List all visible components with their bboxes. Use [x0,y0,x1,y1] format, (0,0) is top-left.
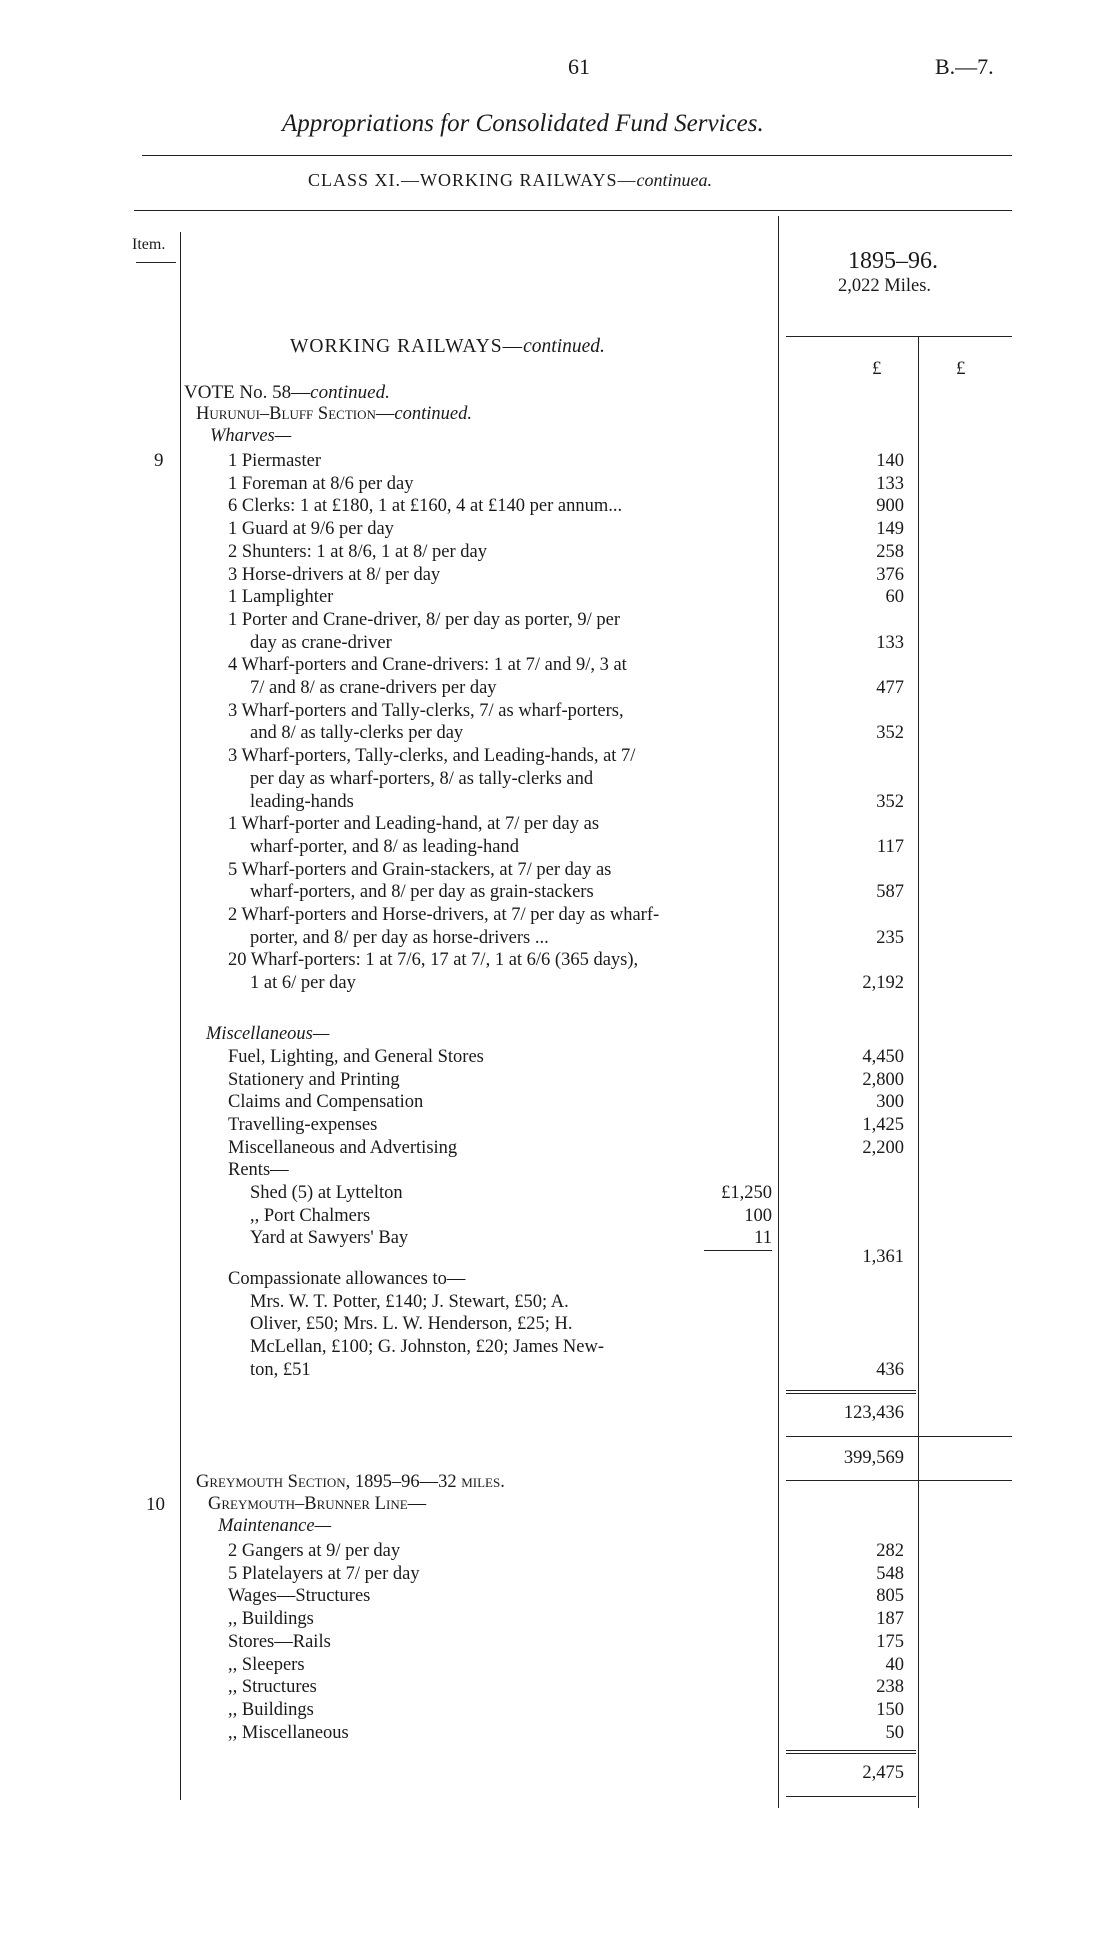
wharves-row-amount: 140 [876,451,904,471]
miscellaneous-row-label: Travelling-expenses [228,1115,378,1136]
subsection-heading: Hurunui–Bluff Section—continued. [196,404,472,424]
wharves-row-text: 3 Wharf-porters, Tally-clerks, and Leading-hands, at 7/ [228,746,636,767]
miscellaneous-row-amount: 1,425 [862,1115,904,1136]
wharves-row-line [0,813,1114,835]
maintenance-row-label: ,, Miscellaneous [228,1722,349,1743]
wharves-row-text: porter, and 8/ per day as horse-drivers ... [250,927,549,948]
rents-total-row [0,1246,1114,1268]
wharves-row-text: 1 Guard at 9/6 per day [228,519,394,540]
wharves-row-amount: 2,192 [862,973,904,994]
compassionate-line-text: Compassionate allowances to— [228,1269,466,1289]
wharves-row-line [0,495,1114,517]
maintenance-row-amount: 40 [885,1654,904,1675]
miscellaneous-row [0,1069,1114,1091]
wharves-row-line [0,677,1114,699]
wharves-row-text: 2 Wharf-porters and Horse-drivers, at 7/ per day as wharf- [228,905,660,925]
rent-row-subamount: 11 [754,1228,772,1249]
year-heading: 1895–96. [848,248,938,274]
compassionate-line [0,1336,1114,1358]
wharves-row-line [0,836,1114,858]
wharves-row-line [0,564,1114,586]
wharves-row-line [0,722,1114,744]
rent-row-label: ,, Port Chalmers [250,1205,371,1226]
wharves-row-line [0,904,1114,926]
wharves-row-text: and 8/ as tally-clerks per day [250,723,464,744]
maintenance-row-amount: 50 [885,1722,904,1743]
miscellaneous-row-amount: 2,800 [862,1069,904,1090]
maintenance-row-amount: 187 [876,1609,904,1630]
item9-total-amount: 123,436 [843,1403,904,1423]
wharves-row-text: 1 Wharf-porter and Leading-hand, at 7/ per day as [228,814,600,835]
wharves-row-line [0,768,1114,790]
miscellaneous-row [0,1091,1114,1113]
wharves-row-line [0,791,1114,813]
maintenance-row-label: Stores—Rails [228,1631,331,1652]
wharves-row-text: 1 Lamplighter [228,587,334,608]
wharves-row-amount: 900 [876,496,904,517]
miscellaneous-row [0,1114,1114,1136]
wharves-row-text: 20 Wharf-porters: 1 at 7/6, 17 at 7/, 1 at 6/6 (365 days), [228,950,639,971]
wharves-row-amount: 477 [876,678,904,698]
maintenance-row-amount: 282 [876,1541,904,1561]
total-rule-top-2 [786,1393,916,1394]
wharves-row-line [0,586,1114,608]
rent-row-label: Yard at Sawyers' Bay [250,1228,409,1249]
currency-symbol-col2: £ [956,358,966,379]
maintenance-row [0,1654,1114,1676]
wharves-row-amount: 117 [876,836,904,857]
document-reference: B.—7. [935,54,994,79]
section-heading-italic: continued. [523,336,605,357]
miscellaneous-label: Miscellaneous— [206,1024,330,1044]
wharves-row-line [0,541,1114,563]
rent-row-label: Shed (5) at Lyttelton [250,1183,403,1203]
rents-total-amount: 1,361 [862,1247,904,1267]
maintenance-row-amount: 238 [876,1677,904,1698]
compassionate-line [0,1313,1114,1335]
maintenance-row [0,1699,1114,1721]
rent-row-subamount: 100 [744,1205,772,1226]
section-heading: WORKING RAILWAYS—continued. [290,336,605,357]
total-rule-bottom [786,1436,1012,1437]
wharves-row-text: wharf-porters, and 8/ per day as grain-stackers [250,882,594,903]
compassionate-line-text: Oliver, £50; Mrs. L. W. Henderson, £25; H. [250,1314,573,1335]
miscellaneous-row-amount: 4,450 [862,1047,904,1067]
wharves-row-line [0,654,1114,676]
wharves-row-amount: 376 [876,564,904,585]
vote-heading: VOTE No. 58—continued. [184,382,390,403]
maintenance-row-amount: 150 [876,1699,904,1720]
maintenance-row [0,1722,1114,1744]
wharves-row-line [0,859,1114,881]
wharves-row-line [0,972,1114,994]
miscellaneous-row-label: Claims and Compensation [228,1092,424,1113]
compassionate-line [0,1291,1114,1313]
wharves-row-text: 1 Piermaster [228,451,321,471]
wharves-row-line [0,609,1114,631]
item-column-label: Item. [132,236,166,253]
maintenance-row [0,1631,1114,1653]
item-number-9: 9 [154,450,164,471]
item10-bottom-rule [786,1796,916,1797]
wharves-row-amount: 352 [876,791,904,812]
miscellaneous-row-label: Stationery and Printing [228,1069,400,1090]
year-heading-rule [786,336,1012,337]
miscellaneous-row-amount: 300 [876,1092,904,1113]
maintenance-row-label: ,, Buildings [228,1699,314,1720]
greymouth-section-heading: Greymouth Section, 1895–96—32 miles. [196,1472,505,1492]
maintenance-row [0,1676,1114,1698]
maintenance-row-label: Wages—Structures [228,1586,371,1607]
class-rule [134,210,1012,211]
total-rule-top [786,1390,916,1391]
maintenance-row-amount: 548 [876,1563,904,1584]
item10-total-rule [786,1750,916,1751]
compassionate-line-text: ton, £51 [250,1359,311,1380]
currency-symbol-col1: £ [872,358,882,379]
grand-total-rule [786,1480,1012,1481]
maintenance-row [0,1608,1114,1630]
compassionate-line [0,1268,1114,1290]
compassionate-amount: 436 [876,1359,904,1380]
maintenance-row-label: 2 Gangers at 9/ per day [228,1541,401,1561]
wharves-row-text: 7/ and 8/ as crane-drivers per day [250,678,497,698]
wharves-row-line [0,632,1114,654]
miles-heading: 2,022 Miles. [838,276,932,296]
compassionate-line [0,1359,1114,1381]
wharves-row-amount: 587 [876,882,904,903]
wharves-label: Wharves— [210,426,292,446]
wharves-row-line [0,949,1114,971]
wharves-row-line [0,450,1114,472]
wharves-row-line [0,700,1114,722]
maintenance-label: Maintenance— [218,1516,332,1536]
rents-label: Rents— [228,1160,289,1180]
grand-total-row [0,1447,1114,1469]
wharves-row-line [0,881,1114,903]
wharves-row-text: per day as wharf-porters, 8/ as tally-clerks and [250,768,594,789]
wharves-row-amount: 352 [876,723,904,744]
maintenance-row [0,1563,1114,1585]
wharves-row-text: 3 Wharf-porters and Tally-clerks, 7/ as wharf-porters, [228,700,624,721]
class-heading: CLASS XI.—WORKING RAILWAYS—continuea. [308,170,712,190]
rent-row [0,1182,1114,1204]
item9-total-row [0,1402,1114,1424]
wharves-row-line [0,745,1114,767]
wharves-row-amount: 133 [876,632,904,653]
maintenance-row-label: ,, Buildings [228,1609,314,1630]
rent-row-subamount: £1,250 [721,1183,772,1203]
wharves-row-text: 4 Wharf-porters and Crane-drivers: 1 at 7/ and 9/, 3 at [228,655,627,676]
wharves-row-amount: 258 [876,541,904,562]
page-number: 61 [568,54,590,79]
title-rule [142,155,1012,156]
wharves-row-text: day as crane-driver [250,632,392,653]
wharves-row-text: 2 Shunters: 1 at 8/6, 1 at 8/ per day [228,541,487,562]
item-number-10: 10 [146,1494,165,1515]
vote-heading-italic: continued. [310,382,390,403]
wharves-row-amount: 133 [876,473,904,494]
wharves-row-line [0,473,1114,495]
item10-total-amount: 2,475 [862,1763,904,1783]
wharves-row-line [0,927,1114,949]
compassionate-line-text: Mrs. W. T. Potter, £140; J. Stewart, £50; A. [250,1291,569,1312]
maintenance-row-label: ,, Structures [228,1677,317,1698]
miscellaneous-row-amount: 2,200 [862,1137,904,1158]
wharves-row-amount: 149 [876,519,904,540]
wharves-row-text: 5 Wharf-porters and Grain-stackers, at 7/ per day as [228,859,612,880]
wharves-row-text: 1 at 6/ per day [250,973,356,994]
wharves-row-amount: 60 [885,587,904,608]
wharves-row-text: 3 Horse-drivers at 8/ per day [228,564,441,585]
wharves-row-amount: 235 [876,927,904,948]
maintenance-row-amount: 805 [876,1586,904,1607]
miscellaneous-row [0,1046,1114,1068]
maintenance-row [0,1540,1114,1562]
item10-total-rule-2 [786,1753,916,1754]
wharves-row-line [0,518,1114,540]
miscellaneous-row [0,1137,1114,1159]
class-heading-italic: continuea. [636,170,712,190]
item10-total-row [0,1762,1114,1784]
maintenance-row-label: 5 Platelayers at 7/ per day [228,1563,420,1584]
wharves-row-text: leading-hands [250,791,354,812]
subsection-heading-italic: continued. [394,404,472,424]
miscellaneous-row-label: Miscellaneous and Advertising [228,1137,458,1158]
wharves-row-text: 6 Clerks: 1 at £180, 1 at £160, 4 at £140 per annum... [228,496,623,517]
compassionate-line-text: McLellan, £100; G. Johnston, £20; James New- [250,1337,605,1358]
item-label-rule [136,262,176,263]
miscellaneous-row-label: Fuel, Lighting, and General Stores [228,1047,484,1067]
wharves-row-text: wharf-porter, and 8/ as leading-hand [250,836,519,857]
maintenance-row-amount: 175 [876,1631,904,1652]
rent-row [0,1205,1114,1227]
page-title: Appropriations for Consolidated Fund Services. [282,110,764,137]
maintenance-row-label: ,, Sleepers [228,1654,305,1675]
maintenance-row [0,1585,1114,1607]
wharves-row-text: 1 Porter and Crane-driver, 8/ per day as porter, 9/ per [228,609,621,630]
wharves-row-text: 1 Foreman at 8/6 per day [228,473,414,494]
grand-total-amount: 399,569 [843,1448,904,1468]
greymouth-brunner-heading: Greymouth–Brunner Line— [208,1494,427,1514]
